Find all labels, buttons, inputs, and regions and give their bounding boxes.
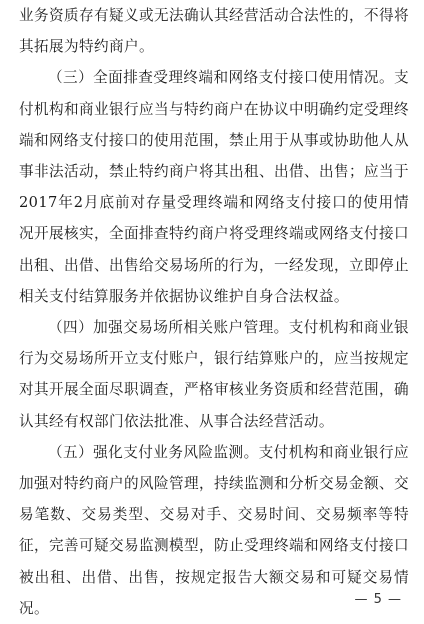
- body-text: [19, 0, 409, 624]
- paragraph-section-5: （五）强化支付业务风险监测。支付机构和商业银行应加强对特约商户的风险管理，持续监测和分析交易金额、交易笔数、交易类型、交易对手、交易时间、交易频率等特征，完善可疑交易监测模型，防止受理终端和网络支付接口被出租、出借、出售，按规定报告大额交易和可疑交易情况。: [19, 443, 409, 617]
- page-number: — 5 —: [354, 592, 402, 607]
- paragraph-continuation: 业务资质存有疑义或无法确认其经营活动合法性的，不得将其拓展为特约商户。: [19, 7, 409, 56]
- paragraph-section-3: （三）全面排查受理终端和网络支付接口使用情况。支付机构和商业银行应当与特约商户在协议中明确约定受理终端和网络支付接口的使用范围，禁止用于从事或协助他人从事非法活动，禁止特约商户将其出租、出借、出售；应当于2017年2月底前对存量受理终端和网络支付接口的使用情况开展核实，全面排查特约商户将受理终端或网络支付接口出租、出借、出售给交易场所的行为，一经发现，立即停止相关支付结算服务并依据协议维护自身合法权益。: [19, 69, 409, 305]
- paragraph-section-4: （四）加强交易场所相关账户管理。支付机构和商业银行为交易场所开立支付账户，银行结算账户的，应当按规定对其开展全面尽职调查，严格审核业务资质和经营范围，确认其经有权部门依法批准、从事合法经营活动。: [19, 319, 409, 430]
